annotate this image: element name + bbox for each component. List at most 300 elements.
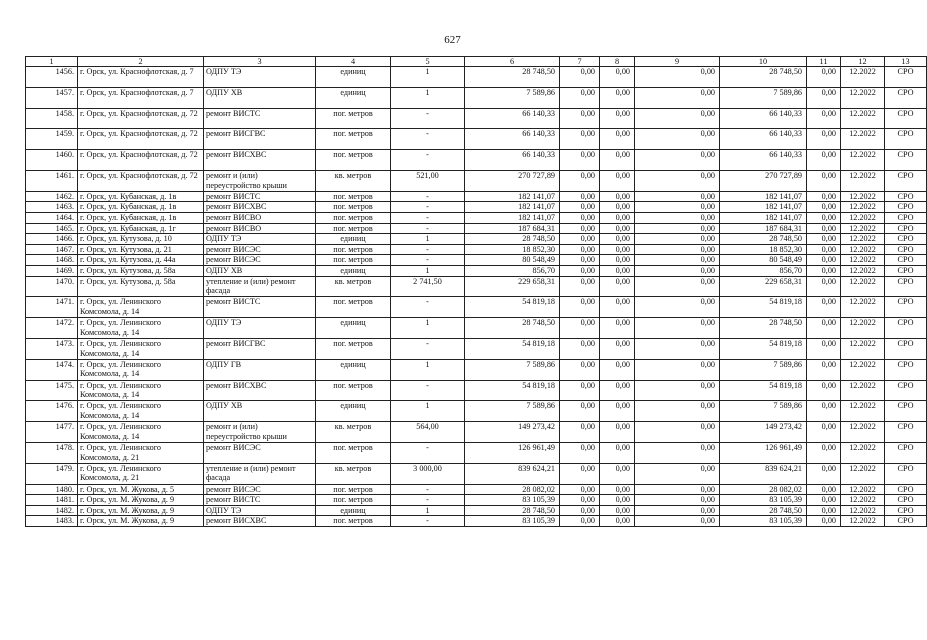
cost-col10-cell: 66 140,33 — [720, 108, 807, 129]
deadline-cell: 12.2022 — [841, 255, 885, 266]
quantity-cell: - — [391, 223, 465, 234]
column-header: 2 — [78, 57, 204, 67]
cost-col11-cell: 0,00 — [807, 202, 841, 213]
cost-col9-cell: 0,00 — [635, 463, 720, 484]
cost-col9-cell: 0,00 — [635, 265, 720, 276]
cost-total-cell: 54 819,18 — [465, 380, 560, 401]
column-header: 4 — [316, 57, 391, 67]
cost-col8-cell: 0,00 — [600, 495, 635, 506]
row-number: 1476. — [26, 401, 78, 422]
cost-col10-cell: 182 141,07 — [720, 202, 807, 213]
cost-col10-cell: 83 105,39 — [720, 495, 807, 506]
quantity-cell: 521,00 — [391, 170, 465, 191]
cost-col7-cell: 0,00 — [560, 255, 600, 266]
row-number: 1481. — [26, 495, 78, 506]
quantity-cell: 3 000,00 — [391, 463, 465, 484]
cost-col7-cell: 0,00 — [560, 265, 600, 276]
cost-col11-cell: 0,00 — [807, 234, 841, 245]
address-cell: г. Орск, ул. Ленинского Комсомола, д. 14 — [78, 318, 204, 339]
unit-cell: пог. метров — [316, 338, 391, 359]
address-cell: г. Орск, ул. Краснофлотская, д. 72 — [78, 170, 204, 191]
cost-col10-cell: 187 684,31 — [720, 223, 807, 234]
cost-col10-cell: 54 819,18 — [720, 380, 807, 401]
cost-col9-cell: 0,00 — [635, 108, 720, 129]
unit-cell: пог. метров — [316, 495, 391, 506]
cost-col11-cell: 0,00 — [807, 265, 841, 276]
cost-col11-cell: 0,00 — [807, 244, 841, 255]
cost-col9-cell: 0,00 — [635, 484, 720, 495]
source-cell: СРО — [885, 318, 927, 339]
cost-col9-cell: 0,00 — [635, 223, 720, 234]
quantity-cell: 1 — [391, 265, 465, 276]
cost-col7-cell: 0,00 — [560, 244, 600, 255]
source-cell: СРО — [885, 87, 927, 108]
deadline-cell: 12.2022 — [841, 422, 885, 443]
cost-col10-cell: 270 727,89 — [720, 170, 807, 191]
row-number: 1468. — [26, 255, 78, 266]
cost-col7-cell: 0,00 — [560, 129, 600, 150]
source-cell: СРО — [885, 380, 927, 401]
cost-col11-cell: 0,00 — [807, 191, 841, 202]
address-cell: г. Орск, ул. Краснофлотская, д. 72 — [78, 150, 204, 171]
cost-total-cell: 182 141,07 — [465, 212, 560, 223]
source-cell: СРО — [885, 150, 927, 171]
unit-cell: единиц — [316, 359, 391, 380]
cost-col9-cell: 0,00 — [635, 87, 720, 108]
table-row — [26, 338, 927, 359]
cost-col11-cell: 0,00 — [807, 318, 841, 339]
work-type-cell: ремонт ВИСГВС — [204, 129, 316, 150]
cost-col7-cell: 0,00 — [560, 191, 600, 202]
cost-col8-cell: 0,00 — [600, 129, 635, 150]
cost-total-cell: 28 748,50 — [465, 505, 560, 516]
table-row — [26, 495, 927, 506]
cost-col10-cell: 54 819,18 — [720, 338, 807, 359]
address-cell: г. Орск, ул. Кубанская, д. 1г — [78, 223, 204, 234]
column-header: 11 — [807, 57, 841, 67]
row-number: 1456. — [26, 67, 78, 88]
deadline-cell: 12.2022 — [841, 87, 885, 108]
source-cell: СРО — [885, 505, 927, 516]
source-cell: СРО — [885, 338, 927, 359]
cost-col7-cell: 0,00 — [560, 276, 600, 297]
address-cell: г. Орск, ул. Кутузова, д. 58а — [78, 276, 204, 297]
quantity-cell: - — [391, 202, 465, 213]
cost-col8-cell: 0,00 — [600, 255, 635, 266]
cost-col11-cell: 0,00 — [807, 422, 841, 443]
address-cell: г. Орск, ул. Ленинского Комсомола, д. 14 — [78, 338, 204, 359]
cost-col11-cell: 0,00 — [807, 170, 841, 191]
unit-cell: пог. метров — [316, 223, 391, 234]
address-cell: г. Орск, ул. Краснофлотская, д. 72 — [78, 129, 204, 150]
quantity-cell: 1 — [391, 234, 465, 245]
cost-col11-cell: 0,00 — [807, 255, 841, 266]
cost-total-cell: 229 658,31 — [465, 276, 560, 297]
deadline-cell: 12.2022 — [841, 170, 885, 191]
row-number: 1462. — [26, 191, 78, 202]
unit-cell: кв. метров — [316, 276, 391, 297]
work-type-cell: ремонт ВИСТС — [204, 297, 316, 318]
cost-total-cell: 80 548,49 — [465, 255, 560, 266]
source-cell: СРО — [885, 442, 927, 463]
deadline-cell: 12.2022 — [841, 318, 885, 339]
table-row — [26, 202, 927, 213]
cost-total-cell: 182 141,07 — [465, 191, 560, 202]
source-cell: СРО — [885, 170, 927, 191]
work-type-cell: ОДПУ ХВ — [204, 401, 316, 422]
deadline-cell: 12.2022 — [841, 276, 885, 297]
address-cell: г. Орск, ул. Краснофлотская, д. 72 — [78, 108, 204, 129]
column-header: 5 — [391, 57, 465, 67]
work-type-cell: ремонт ВИСХВС — [204, 380, 316, 401]
cost-col11-cell: 0,00 — [807, 516, 841, 527]
row-number: 1459. — [26, 129, 78, 150]
cost-col9-cell: 0,00 — [635, 150, 720, 171]
source-cell: СРО — [885, 422, 927, 443]
cost-total-cell: 28 748,50 — [465, 67, 560, 88]
source-cell: СРО — [885, 401, 927, 422]
cost-col10-cell: 28 748,50 — [720, 318, 807, 339]
deadline-cell: 12.2022 — [841, 129, 885, 150]
cost-col8-cell: 0,00 — [600, 202, 635, 213]
cost-total-cell: 7 589,86 — [465, 87, 560, 108]
cost-col8-cell: 0,00 — [600, 442, 635, 463]
cost-col11-cell: 0,00 — [807, 150, 841, 171]
work-type-cell: ремонт ВИСЭС — [204, 255, 316, 266]
column-header: 1 — [26, 57, 78, 67]
quantity-cell: - — [391, 297, 465, 318]
quantity-cell: - — [391, 484, 465, 495]
cost-col11-cell: 0,00 — [807, 484, 841, 495]
work-type-cell: утепление и (или) ремонт фасада — [204, 463, 316, 484]
cost-total-cell: 66 140,33 — [465, 108, 560, 129]
deadline-cell: 12.2022 — [841, 191, 885, 202]
cost-col7-cell: 0,00 — [560, 495, 600, 506]
row-number: 1480. — [26, 484, 78, 495]
work-type-cell: ремонт ВИСХВС — [204, 202, 316, 213]
cost-col11-cell: 0,00 — [807, 212, 841, 223]
unit-cell: пог. метров — [316, 129, 391, 150]
row-number: 1482. — [26, 505, 78, 516]
deadline-cell: 12.2022 — [841, 150, 885, 171]
source-cell: СРО — [885, 212, 927, 223]
cost-col8-cell: 0,00 — [600, 463, 635, 484]
header-row — [26, 57, 927, 67]
row-number: 1464. — [26, 212, 78, 223]
deadline-cell: 12.2022 — [841, 202, 885, 213]
unit-cell: пог. метров — [316, 212, 391, 223]
cost-total-cell: 28 748,50 — [465, 318, 560, 339]
row-number: 1458. — [26, 108, 78, 129]
cost-col10-cell: 126 961,49 — [720, 442, 807, 463]
cost-col10-cell: 66 140,33 — [720, 150, 807, 171]
quantity-cell: 1 — [391, 505, 465, 516]
row-number: 1470. — [26, 276, 78, 297]
cost-col8-cell: 0,00 — [600, 401, 635, 422]
address-cell: г. Орск, ул. Краснофлотская, д. 7 — [78, 67, 204, 88]
work-type-cell: ремонт и (или) переустройство крыши — [204, 422, 316, 443]
cost-col9-cell: 0,00 — [635, 170, 720, 191]
cost-col9-cell: 0,00 — [635, 338, 720, 359]
cost-col10-cell: 182 141,07 — [720, 191, 807, 202]
cost-col7-cell: 0,00 — [560, 516, 600, 527]
cost-col10-cell: 856,70 — [720, 265, 807, 276]
table-row — [26, 212, 927, 223]
work-type-cell: ремонт ВИСЭС — [204, 442, 316, 463]
source-cell: СРО — [885, 234, 927, 245]
table-row — [26, 484, 927, 495]
deadline-cell: 12.2022 — [841, 516, 885, 527]
address-cell: г. Орск, ул. Ленинского Комсомола, д. 14 — [78, 380, 204, 401]
row-number: 1483. — [26, 516, 78, 527]
cost-col10-cell: 54 819,18 — [720, 297, 807, 318]
row-number: 1467. — [26, 244, 78, 255]
address-cell: г. Орск, ул. Ленинского Комсомола, д. 21 — [78, 442, 204, 463]
table-row — [26, 255, 927, 266]
cost-col7-cell: 0,00 — [560, 67, 600, 88]
source-cell: СРО — [885, 191, 927, 202]
cost-col9-cell: 0,00 — [635, 505, 720, 516]
column-header: 8 — [600, 57, 635, 67]
cost-col9-cell: 0,00 — [635, 244, 720, 255]
table-row — [26, 463, 927, 484]
unit-cell: единиц — [316, 234, 391, 245]
address-cell: г. Орск, ул. Кутузова, д. 10 — [78, 234, 204, 245]
cost-col8-cell: 0,00 — [600, 191, 635, 202]
cost-col10-cell: 28 748,50 — [720, 234, 807, 245]
table-row — [26, 401, 927, 422]
cost-col8-cell: 0,00 — [600, 150, 635, 171]
unit-cell: пог. метров — [316, 108, 391, 129]
page-number: 627 — [444, 34, 461, 46]
unit-cell: пог. метров — [316, 202, 391, 213]
source-cell: СРО — [885, 484, 927, 495]
deadline-cell: 12.2022 — [841, 265, 885, 276]
source-cell: СРО — [885, 297, 927, 318]
cost-col11-cell: 0,00 — [807, 505, 841, 516]
cost-col10-cell: 66 140,33 — [720, 129, 807, 150]
quantity-cell: - — [391, 380, 465, 401]
cost-col11-cell: 0,00 — [807, 87, 841, 108]
source-cell: СРО — [885, 67, 927, 88]
deadline-cell: 12.2022 — [841, 244, 885, 255]
work-type-cell: ОДПУ ГВ — [204, 359, 316, 380]
row-number: 1478. — [26, 442, 78, 463]
address-cell: г. Орск, ул. Кубанская, д. 1в — [78, 191, 204, 202]
quantity-cell: - — [391, 244, 465, 255]
column-header: 6 — [465, 57, 560, 67]
work-type-cell: ОДПУ ТЭ — [204, 318, 316, 339]
cost-total-cell: 182 141,07 — [465, 202, 560, 213]
cost-col11-cell: 0,00 — [807, 297, 841, 318]
cost-col11-cell: 0,00 — [807, 338, 841, 359]
source-cell: СРО — [885, 202, 927, 213]
cost-col9-cell: 0,00 — [635, 297, 720, 318]
work-type-cell: ОДПУ ХВ — [204, 265, 316, 276]
row-number: 1472. — [26, 318, 78, 339]
row-number: 1463. — [26, 202, 78, 213]
cost-col10-cell: 7 589,86 — [720, 401, 807, 422]
cost-col7-cell: 0,00 — [560, 202, 600, 213]
cost-total-cell: 7 589,86 — [465, 359, 560, 380]
cost-col9-cell: 0,00 — [635, 359, 720, 380]
cost-col11-cell: 0,00 — [807, 463, 841, 484]
cost-col8-cell: 0,00 — [600, 484, 635, 495]
deadline-cell: 12.2022 — [841, 223, 885, 234]
source-cell: СРО — [885, 265, 927, 276]
row-number: 1479. — [26, 463, 78, 484]
cost-col7-cell: 0,00 — [560, 338, 600, 359]
table-row — [26, 108, 927, 129]
table-row — [26, 505, 927, 516]
deadline-cell: 12.2022 — [841, 338, 885, 359]
table-row — [26, 265, 927, 276]
row-number: 1466. — [26, 234, 78, 245]
unit-cell: единиц — [316, 67, 391, 88]
work-type-cell: ремонт ВИСТС — [204, 495, 316, 506]
row-number: 1469. — [26, 265, 78, 276]
deadline-cell: 12.2022 — [841, 484, 885, 495]
cost-col7-cell: 0,00 — [560, 442, 600, 463]
column-header: 10 — [720, 57, 807, 67]
work-type-cell: ОДПУ ХВ — [204, 87, 316, 108]
cost-col7-cell: 0,00 — [560, 318, 600, 339]
cost-col9-cell: 0,00 — [635, 495, 720, 506]
source-cell: СРО — [885, 244, 927, 255]
table-row — [26, 318, 927, 339]
cost-total-cell: 126 961,49 — [465, 442, 560, 463]
source-cell: СРО — [885, 255, 927, 266]
unit-cell: кв. метров — [316, 170, 391, 191]
cost-col8-cell: 0,00 — [600, 318, 635, 339]
quantity-cell: - — [391, 255, 465, 266]
cost-col10-cell: 7 589,86 — [720, 87, 807, 108]
address-cell: г. Орск, ул. Ленинского Комсомола, д. 14 — [78, 297, 204, 318]
quantity-cell: 1 — [391, 67, 465, 88]
table-row — [26, 170, 927, 191]
unit-cell: пог. метров — [316, 484, 391, 495]
deadline-cell: 12.2022 — [841, 463, 885, 484]
address-cell: г. Орск, ул. Кутузова, д. 21 — [78, 244, 204, 255]
quantity-cell: - — [391, 442, 465, 463]
table-row — [26, 297, 927, 318]
work-type-cell: ремонт ВИСТС — [204, 108, 316, 129]
cost-col10-cell: 28 748,50 — [720, 67, 807, 88]
table-row — [26, 234, 927, 245]
cost-col8-cell: 0,00 — [600, 359, 635, 380]
source-cell: СРО — [885, 108, 927, 129]
work-type-cell: ОДПУ ТЭ — [204, 505, 316, 516]
cost-total-cell: 54 819,18 — [465, 297, 560, 318]
cost-col10-cell: 149 273,42 — [720, 422, 807, 443]
cost-col8-cell: 0,00 — [600, 212, 635, 223]
unit-cell: единиц — [316, 87, 391, 108]
cost-total-cell: 83 105,39 — [465, 495, 560, 506]
work-type-cell: ремонт ВИСЭС — [204, 484, 316, 495]
row-number: 1473. — [26, 338, 78, 359]
quantity-cell: 1 — [391, 359, 465, 380]
cost-col11-cell: 0,00 — [807, 276, 841, 297]
cost-total-cell: 856,70 — [465, 265, 560, 276]
unit-cell: пог. метров — [316, 516, 391, 527]
cost-col7-cell: 0,00 — [560, 150, 600, 171]
cost-col8-cell: 0,00 — [600, 170, 635, 191]
cost-col11-cell: 0,00 — [807, 442, 841, 463]
cost-total-cell: 28 748,50 — [465, 234, 560, 245]
deadline-cell: 12.2022 — [841, 234, 885, 245]
row-number: 1477. — [26, 422, 78, 443]
cost-col8-cell: 0,00 — [600, 223, 635, 234]
cost-col7-cell: 0,00 — [560, 297, 600, 318]
table-row — [26, 276, 927, 297]
cost-col11-cell: 0,00 — [807, 67, 841, 88]
cost-total-cell: 149 273,42 — [465, 422, 560, 443]
cost-col11-cell: 0,00 — [807, 223, 841, 234]
quantity-cell: 1 — [391, 318, 465, 339]
cost-total-cell: 66 140,33 — [465, 150, 560, 171]
row-number: 1474. — [26, 359, 78, 380]
address-cell: г. Орск, ул. Кубанская, д. 1в — [78, 202, 204, 213]
table-row — [26, 380, 927, 401]
column-header: 7 — [560, 57, 600, 67]
work-type-cell: ремонт и (или) переустройство крыши — [204, 170, 316, 191]
address-cell: г. Орск, ул. Ленинского Комсомола, д. 21 — [78, 463, 204, 484]
cost-col7-cell: 0,00 — [560, 223, 600, 234]
cost-col7-cell: 0,00 — [560, 505, 600, 516]
cost-col7-cell: 0,00 — [560, 422, 600, 443]
deadline-cell: 12.2022 — [841, 380, 885, 401]
work-type-cell: ремонт ВИСХВС — [204, 516, 316, 527]
deadline-cell: 12.2022 — [841, 212, 885, 223]
quantity-cell: - — [391, 516, 465, 527]
cost-col10-cell: 182 141,07 — [720, 212, 807, 223]
cost-col7-cell: 0,00 — [560, 401, 600, 422]
cost-col10-cell: 839 624,21 — [720, 463, 807, 484]
deadline-cell: 12.2022 — [841, 108, 885, 129]
address-cell: г. Орск, ул. Кубанская, д. 1в — [78, 212, 204, 223]
cost-col10-cell: 18 852,30 — [720, 244, 807, 255]
cost-total-cell: 839 624,21 — [465, 463, 560, 484]
cost-col7-cell: 0,00 — [560, 359, 600, 380]
cost-col7-cell: 0,00 — [560, 463, 600, 484]
unit-cell: пог. метров — [316, 255, 391, 266]
cost-col8-cell: 0,00 — [600, 276, 635, 297]
address-cell: г. Орск, ул. Ленинского Комсомола, д. 14 — [78, 359, 204, 380]
cost-col8-cell: 0,00 — [600, 234, 635, 245]
cost-col9-cell: 0,00 — [635, 255, 720, 266]
unit-cell: кв. метров — [316, 463, 391, 484]
quantity-cell: - — [391, 108, 465, 129]
unit-cell: пог. метров — [316, 380, 391, 401]
cost-col10-cell: 80 548,49 — [720, 255, 807, 266]
row-number: 1457. — [26, 87, 78, 108]
deadline-cell: 12.2022 — [841, 505, 885, 516]
address-cell: г. Орск, ул. Кутузова, д. 44а — [78, 255, 204, 266]
table-row — [26, 191, 927, 202]
cost-col7-cell: 0,00 — [560, 234, 600, 245]
table-row — [26, 87, 927, 108]
table-row — [26, 244, 927, 255]
cost-col9-cell: 0,00 — [635, 212, 720, 223]
work-type-cell: ремонт ВИСЭС — [204, 244, 316, 255]
cost-col9-cell: 0,00 — [635, 276, 720, 297]
address-cell: г. Орск, ул. Ленинского Комсомола, д. 14 — [78, 401, 204, 422]
cost-col11-cell: 0,00 — [807, 108, 841, 129]
cost-col7-cell: 0,00 — [560, 484, 600, 495]
cost-col8-cell: 0,00 — [600, 338, 635, 359]
unit-cell: пог. метров — [316, 442, 391, 463]
table-row — [26, 422, 927, 443]
